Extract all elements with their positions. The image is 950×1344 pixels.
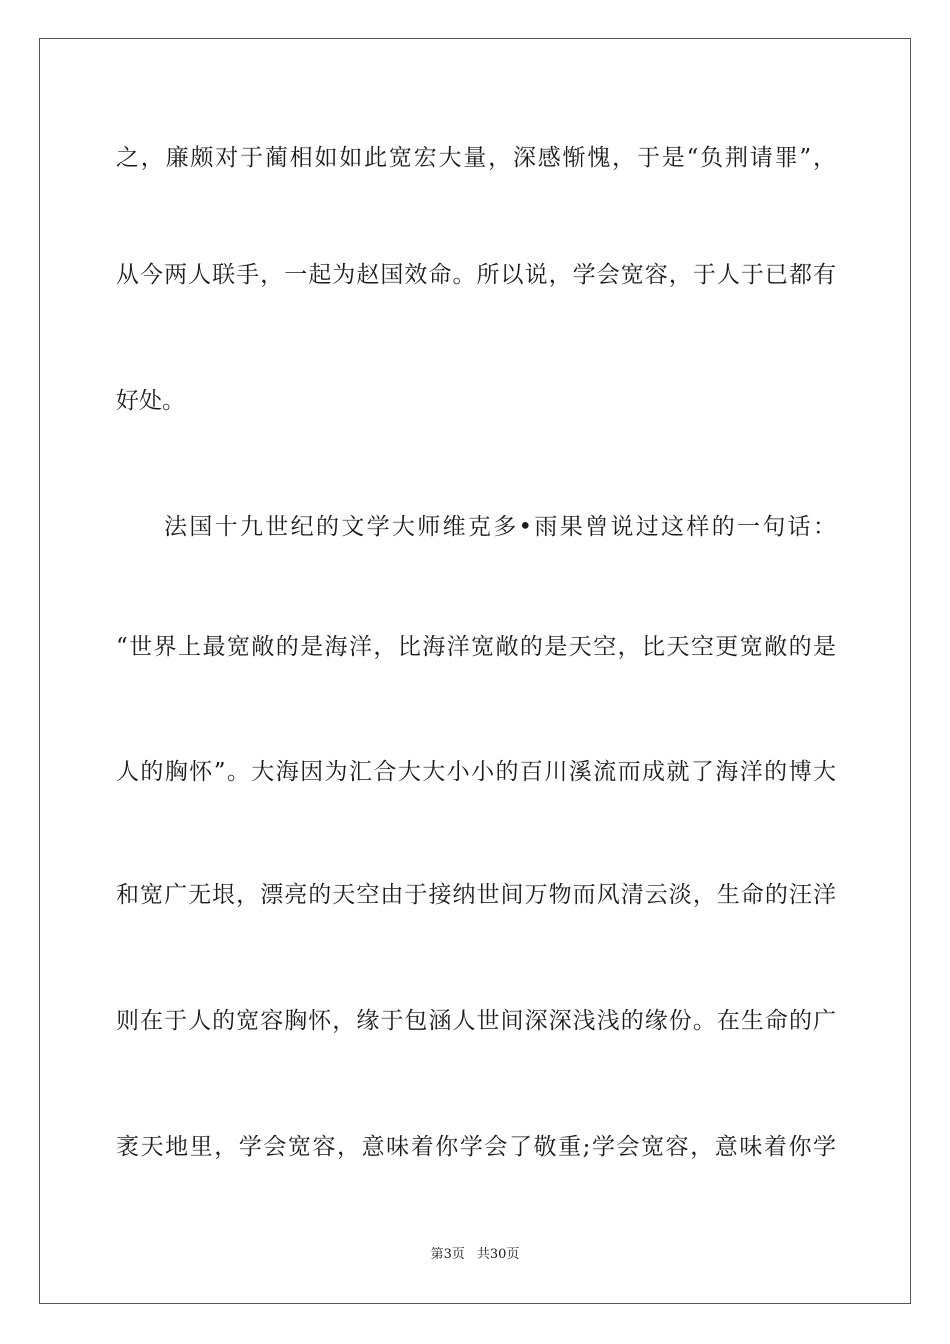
page-footer bbox=[0, 1246, 950, 1264]
body-text-line: 之，廉颇对于蔺相如如此宽宏大量，深感惭愧，于是“负荆请罪”， bbox=[116, 145, 836, 171]
paragraph-start-line: 法国十九世纪的文学大师维克多•雨果曾说过这样的一句话： bbox=[164, 514, 836, 540]
body-text-line: 袤天地里，学会宽容，意味着你学会了敬重;学会宽容，意味着你学 bbox=[116, 1134, 836, 1160]
body-text-line: 好处。 bbox=[116, 388, 185, 414]
page-border bbox=[39, 38, 911, 1304]
body-text-line: 从今两人联手，一起为赵国效命。所以说，学会宽容，于人于已都有 bbox=[116, 262, 836, 288]
page-number: 第3页 bbox=[430, 1247, 465, 1262]
body-text-line: 和宽广无垠，漂亮的天空由于接纳世间万物而风清云淡，生命的汪洋 bbox=[116, 882, 836, 908]
body-text-line: 则在于人的宽容胸怀，缘于包涵人世间深深浅浅的缘份。在生命的广 bbox=[116, 1008, 836, 1034]
total-pages: 共30页 bbox=[476, 1247, 520, 1262]
body-text-line: 人的胸怀”。大海因为汇合大大小小的百川溪流而成就了海洋的博大 bbox=[116, 759, 836, 785]
body-text-line: “世界上最宽敞的是海洋，比海洋宽敞的是天空，比天空更宽敞的是 bbox=[116, 634, 836, 660]
